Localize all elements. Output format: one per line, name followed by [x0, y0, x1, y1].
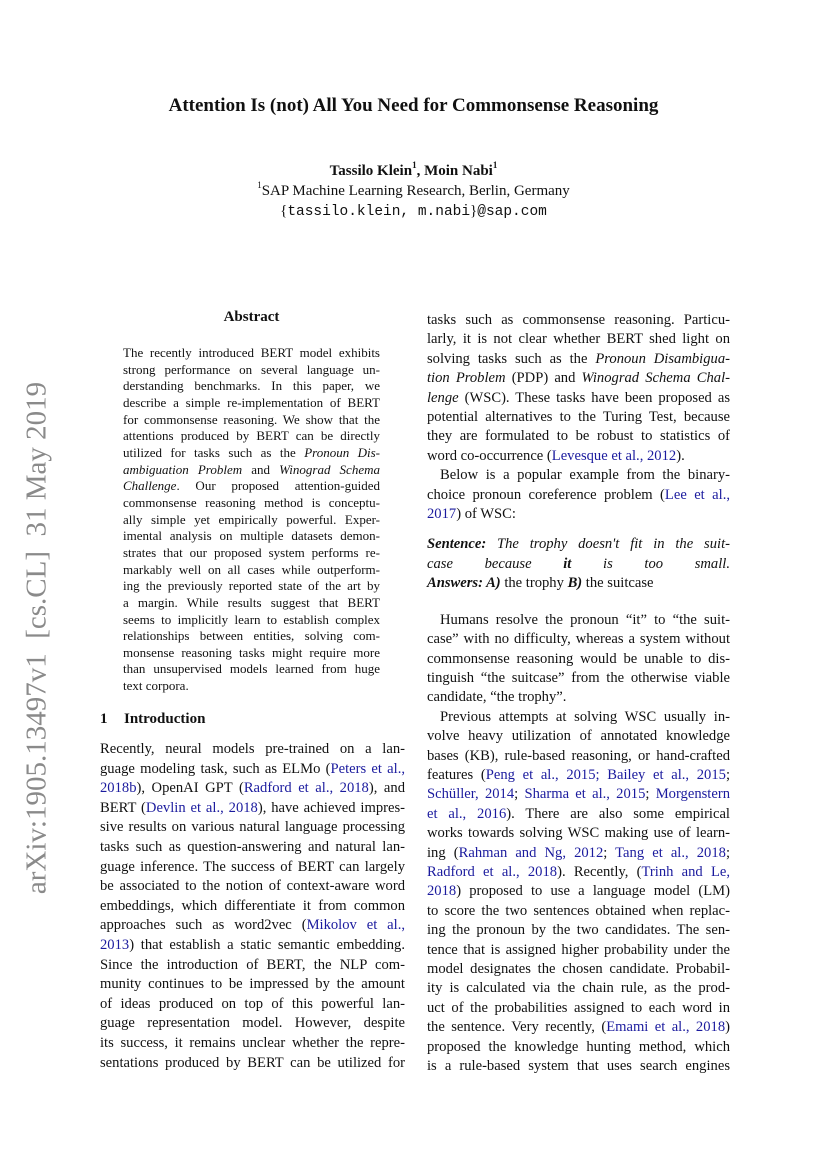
paper-title: Attention Is (not) All You Need for Commonsense Reasoning [168, 95, 659, 116]
text-span: munity continues to be impressed by the amount [100, 976, 405, 993]
text-span: ), OpenAI GPT ( [136, 780, 244, 797]
text-span: ing ( [427, 844, 459, 861]
paragraph [100, 740, 405, 1073]
text-line [100, 838, 405, 858]
text-span: Pronoun Dis- [304, 444, 381, 460]
section-number: 1 [100, 711, 108, 727]
text-span: Below is a popular example from the binary- [440, 467, 730, 484]
paragraph [427, 611, 730, 708]
text-line [123, 478, 380, 495]
text-line [427, 486, 730, 505]
citation-link[interactable]: Lee et al., [664, 486, 730, 503]
text-line [123, 512, 380, 529]
text-line [100, 995, 405, 1015]
citation-link[interactable]: 2013 [100, 936, 130, 953]
text-line [123, 612, 380, 629]
text-span: ity is calculated via the chain rule, as the prod- [427, 980, 730, 997]
text-line [427, 408, 730, 427]
text-line [427, 747, 730, 766]
text-line [100, 1054, 405, 1074]
text-span: attentions produced by BERT can be directly [123, 428, 380, 444]
left-column-body [100, 740, 405, 1073]
brace: } [470, 203, 478, 219]
text-span: choice pronoun coreference problem ( [427, 486, 665, 503]
text-span: monsense reasoning tasks might require more [123, 644, 380, 660]
text-line [427, 650, 730, 669]
text-span: sentations produced by BERT can be utilized for [100, 1054, 405, 1071]
abstract-body [123, 345, 380, 695]
citation-link[interactable]: Morgenstern [655, 786, 730, 803]
text-span: Pronoun Disambigua- [595, 350, 730, 367]
text-span: Humans resolve the pronoun “it” to “the suit- [440, 611, 730, 628]
text-span: its success, it remains unclear whether the repre- [100, 1034, 405, 1051]
citation-link[interactable]: 2018 [427, 883, 457, 900]
text-span: imental analysis on multiple datasets demon- [123, 528, 380, 544]
text-span: proposed the knowledge hunting method, which [427, 1038, 730, 1055]
text-span: ; [645, 786, 656, 803]
text-span: Winograd Schema Chal- [581, 370, 730, 387]
citation-link[interactable]: Trinh and Le, [641, 863, 730, 880]
text-span: the sentence. Very recently, ( [427, 1019, 607, 1036]
text-line [427, 389, 730, 408]
text-line [100, 858, 405, 878]
citation-link[interactable]: Levesque et al., 2012 [551, 447, 677, 464]
text-span: sive results on various natural language processing [100, 819, 405, 836]
text-span: ambiguation Problem [123, 461, 243, 477]
citation-link[interactable]: Mikolov et al., [306, 917, 405, 934]
citation-link[interactable]: Schüller, 2014 [427, 786, 515, 803]
text-line [427, 863, 730, 882]
text-line [427, 350, 730, 369]
affiliation-mark: 1 [492, 160, 498, 170]
affiliation [0, 180, 827, 200]
text-line [427, 960, 730, 979]
text-line [427, 611, 730, 630]
text-line [100, 1014, 405, 1034]
text-line [427, 727, 730, 746]
text-span: ) proposed to use a language model (LM) [456, 883, 730, 900]
text-line [123, 362, 380, 379]
text-line [123, 495, 380, 512]
arxiv-stamp: arXiv:1905.13497v1 [cs.CL] 31 May 2019 [20, 381, 53, 895]
citation-link[interactable]: Emami et al., 2018 [606, 1019, 726, 1036]
text-span: approaches such as word2vec ( [100, 917, 307, 934]
text-span: Previous attempts at solving WSC usually in- [440, 708, 730, 725]
text-span: word co-occurrence ( [427, 447, 552, 464]
text-span: to score the two sentences obtained when replac- [427, 902, 730, 919]
citation-link[interactable]: et al., 2016 [427, 805, 507, 822]
citation-link[interactable]: Radford et al., 2018 [427, 863, 558, 880]
text-line [100, 818, 405, 838]
text-span: relationships between entities, solving com- [123, 628, 380, 644]
text-span: works towards solving WSC making use of learn- [427, 825, 730, 842]
text-span: the suitcase [582, 575, 654, 592]
text-line [123, 595, 380, 612]
text-span: potential alternatives to the Turing Test, because [427, 409, 730, 426]
text-span: ) that establish a static semantic embedding. [129, 936, 405, 953]
text-span: Sentence: [427, 536, 487, 553]
text-span: case” with no difficulty, whereas a system without [427, 631, 730, 648]
paragraph [427, 708, 730, 1077]
text-span: tence that is assigned higher probability under the [427, 941, 730, 958]
text-span: Recently, neural models pre-trained on a lan- [100, 741, 405, 757]
text-line [427, 427, 730, 446]
text-span: Winograd Schema [279, 461, 380, 477]
text-line [427, 941, 730, 960]
text-span: is a rule-based system that uses search engines [427, 1058, 730, 1075]
citation-link[interactable]: 2017 [427, 506, 457, 523]
paragraph [427, 466, 730, 524]
paragraph [123, 345, 380, 695]
text-line [123, 395, 380, 412]
text-span: tinguish “the suitcase” from the otherwise viable [427, 669, 730, 686]
text-span: commonsense reasoning would be unable to dis- [427, 650, 730, 667]
text-span: ). [676, 447, 685, 464]
text-span: ; [603, 844, 616, 861]
text-span: is too small. [571, 555, 730, 572]
text-line [427, 999, 730, 1018]
text-span: and [242, 461, 280, 477]
text-line [123, 412, 380, 429]
text-span: Answers: A) [427, 575, 501, 592]
text-line [427, 921, 730, 940]
text-span: the trophy [500, 575, 568, 592]
email-names: tassilo.klein, m.nabi [287, 204, 471, 220]
text-line [427, 535, 730, 554]
text-line [100, 740, 405, 760]
text-line [123, 562, 380, 579]
text-line [427, 466, 730, 485]
text-span: ; [725, 766, 730, 783]
section-title: Introduction [124, 711, 206, 727]
text-span: markably well on all cases while outperform- [123, 561, 380, 577]
text-line [100, 897, 405, 917]
text-span: of ideas produced on top of this powerful lan- [100, 995, 405, 1012]
text-span: ing the previously reported state of the art by [123, 578, 380, 594]
affiliation-mark: 1 [257, 180, 262, 190]
text-line [427, 882, 730, 901]
text-span: ) [725, 1019, 730, 1036]
author-name: Tassilo Klein [329, 163, 413, 179]
text-line [123, 545, 380, 562]
text-line [100, 975, 405, 995]
text-span: guage modeling task, such as ELMo ( [100, 760, 331, 777]
text-span: ). Recently, ( [557, 863, 642, 880]
text-line [123, 661, 380, 678]
text-span: for commonsense reasoning. We show that the [123, 411, 380, 427]
paragraph [427, 535, 730, 593]
text-span: strates that our proposed system performs re- [123, 544, 380, 560]
affiliation-mark: 1 [412, 160, 417, 170]
text-span: volve heavy utilization of annotated knowledge [427, 728, 730, 745]
text-span: (WSC). These tasks have been proposed as [458, 389, 730, 406]
text-span: be associated to the notion of context-aware word [100, 878, 405, 895]
text-line [123, 578, 380, 595]
text-line [100, 877, 405, 897]
text-span: larly, it is not clear whether BERT shed light on [427, 331, 730, 348]
text-line [123, 678, 380, 695]
text-span: utilized for tasks such as the [123, 444, 305, 460]
text-line [123, 628, 380, 645]
text-span: strong performance on several language un- [123, 361, 380, 377]
text-line [427, 844, 730, 863]
text-span: embeddings, which differentiate it from common [100, 897, 405, 914]
author-name: Moin Nabi [424, 163, 493, 179]
text-span: describe a simple re-implementation of BERT [123, 394, 380, 410]
text-line [100, 799, 405, 819]
text-span: features ( [427, 766, 486, 783]
text-line [427, 805, 730, 824]
text-span: uct of the probabilities assigned to each word in [427, 999, 730, 1016]
citation-link[interactable]: Rahman and Ng, 2012 [458, 844, 604, 861]
text-span: a margin. While results suggest that BERT [123, 594, 380, 610]
text-span: ally simple yet empirically powerful. Exper- [123, 511, 380, 527]
citation-link[interactable]: Tang et al., 2018 [615, 844, 726, 861]
citation-link[interactable]: Sharma et al., 2015 [524, 786, 646, 803]
text-line [123, 345, 380, 362]
text-line [123, 528, 380, 545]
author-email [0, 203, 827, 220]
text-span: ). There are also some empirical [506, 805, 730, 822]
text-line [123, 428, 380, 445]
text-span: tasks such as question-answering and natural lan- [100, 838, 405, 855]
text-span: bases (KB), rule-based reasoning, or hand-crafted [427, 747, 730, 764]
brace: { [280, 203, 288, 219]
text-line [427, 330, 730, 349]
text-line [427, 1038, 730, 1057]
text-line [100, 1034, 405, 1054]
text-span: guage inference. The success of BERT can largely [100, 858, 405, 875]
text-line [427, 766, 730, 785]
abstract-heading: Abstract [223, 309, 280, 325]
text-span: ; [725, 844, 730, 861]
email-domain: @sap.com [477, 204, 547, 220]
text-line [427, 902, 730, 921]
text-span: they are formulated to be robust to statistics of [427, 428, 730, 445]
text-span: solving tasks such as the [427, 350, 596, 367]
text-span: ) of WSC: [456, 506, 516, 523]
text-span: model designates the chosen candidate. Probabil- [427, 961, 730, 977]
text-line [427, 555, 730, 574]
text-span: seems to implicitly learn to establish complex [123, 611, 380, 627]
text-span: case because [427, 555, 564, 572]
text-span: commonsense reasoning method is conceptu- [123, 494, 380, 510]
text-line [427, 979, 730, 998]
text-line [427, 1018, 730, 1037]
text-span: ), and [368, 780, 405, 797]
text-line [123, 445, 380, 462]
citation-link[interactable]: 2018b [100, 780, 137, 797]
text-line [427, 311, 730, 330]
text-span: Challenge [123, 478, 177, 494]
text-span: than unsupervised models learned from huge [123, 661, 380, 677]
text-span: text corpora. [123, 678, 189, 694]
text-line [100, 916, 405, 936]
text-line [427, 369, 730, 388]
text-span: tasks such as commonsense reasoning. Particu- [427, 312, 730, 328]
citation-link[interactable]: Radford et al., 2018 [243, 780, 369, 797]
text-line [427, 824, 730, 843]
text-span: (PDP) and [505, 370, 582, 387]
text-line [427, 688, 730, 707]
text-span: ; [514, 786, 525, 803]
authors: Tassilo Klein$^1$, Moin Nabi$^1$ [329, 160, 498, 179]
citation-link[interactable]: Devlin et al., 2018 [145, 799, 258, 816]
text-span: candidate, “the trophy”. [427, 689, 567, 706]
text-span: . Our proposed attention-guided [176, 478, 380, 494]
text-span: The trophy doesn't fit in the suit- [486, 536, 730, 553]
text-span: lenge [427, 389, 459, 406]
text-line [427, 1057, 730, 1076]
text-line [427, 669, 730, 688]
paragraph [427, 311, 730, 466]
text-line [100, 936, 405, 956]
text-span: ), have achieved impres- [257, 799, 405, 816]
affiliation-text: SAP Machine Learning Research, Berlin, Germany [261, 183, 570, 199]
right-column-body [427, 311, 730, 1076]
text-line [123, 378, 380, 395]
text-span: ing the pronoun by the two candidates. The sen- [427, 922, 730, 939]
section-heading-introduction [100, 711, 205, 728]
text-span: The recently introduced BERT model exhibits [123, 345, 380, 360]
text-span: it [563, 555, 572, 572]
text-line [100, 779, 405, 799]
text-span: derstanding benchmarks. In this paper, we [123, 378, 380, 394]
text-span: B) [567, 575, 583, 592]
text-line [427, 505, 730, 524]
text-line [427, 785, 730, 804]
text-line [100, 760, 405, 780]
text-line [427, 708, 730, 727]
text-line [123, 645, 380, 662]
text-span: guage representation model. However, despite [100, 1015, 405, 1032]
text-line [100, 956, 405, 976]
text-line [427, 574, 730, 593]
text-line [123, 462, 380, 479]
text-line [427, 630, 730, 649]
text-span: Since the introduction of BERT, the NLP com- [100, 956, 405, 973]
citation-link[interactable]: Peters et al., [330, 760, 406, 777]
text-span: tion Problem [427, 370, 506, 387]
text-line [427, 447, 730, 466]
citation-link[interactable]: Peng et al., 2015; Bailey et al., 2015 [485, 766, 726, 783]
text-span: BERT ( [100, 799, 146, 816]
